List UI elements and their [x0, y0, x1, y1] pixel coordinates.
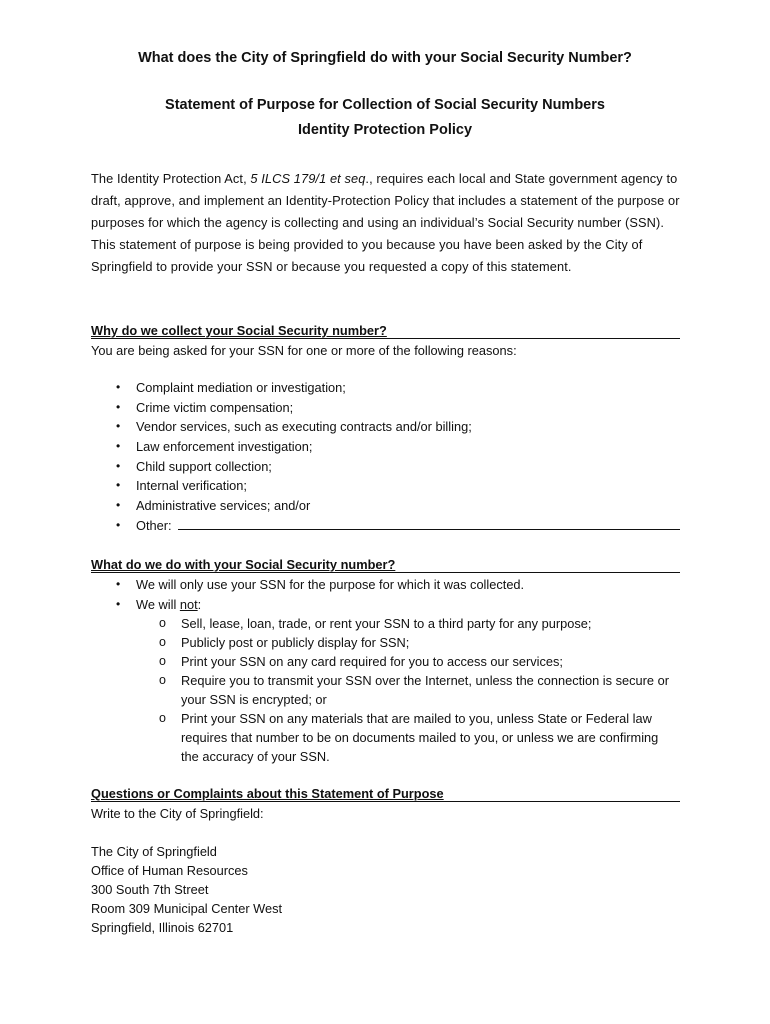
bullet-icon: •: [116, 399, 121, 414]
will-only-text: We will only use your SSN for the purpose for which it was collected.: [136, 577, 525, 592]
bullet-icon: •: [116, 596, 121, 611]
list-item: [136, 652, 671, 671]
bullet-icon: •: [116, 419, 121, 434]
intro-after-citation: ., requires each local and State government agency to draft, approve, and implement an Identity-Protection Policy that includes a statement of the purpose or purposes for which the agency is collecting and using an individual’s Social Security number (SSN). This statement of purpose is being provided to you because you have been asked by the City of Springfield to provide your SSN or because you requested a copy of this statement.: [91, 171, 680, 274]
address-line: Springfield, Illinois 62701: [91, 920, 234, 935]
bullet-icon: •: [116, 498, 121, 513]
policy-title: Identity Protection Policy: [297, 122, 473, 138]
document-title: What does the City of Springfield do with your Social Security Number?: [138, 50, 632, 66]
list-item: [136, 633, 671, 652]
section-heading-what-we-do-text: What do we do with your Social Security number?: [91, 557, 396, 572]
list-item: [136, 614, 671, 633]
circle-bullet-icon: o: [159, 654, 166, 668]
reason-text: Internal verification;: [136, 478, 247, 494]
address-line: The City of Springfield: [91, 844, 217, 859]
will-not-item-text: Require you to transmit your SSN over the Internet, unless the connection is secure or your SSN is encrypted; or: [181, 673, 669, 707]
list-item-other: [91, 516, 681, 536]
other-label: Other:: [136, 517, 172, 533]
circle-bullet-icon: o: [159, 711, 166, 725]
mailing-address: [91, 842, 282, 937]
section-heading-questions-text: Questions or Complaints about this Statement of Purpose: [91, 786, 444, 801]
will-not-suffix: :: [197, 596, 202, 612]
list-item: [91, 398, 681, 418]
reason-text: Complaint mediation or investigation;: [136, 380, 346, 395]
reason-text: Child support collection;: [136, 458, 272, 474]
bullet-icon: •: [116, 458, 121, 473]
will-not-item-text: Publicly post or publicly display for SSN;: [181, 635, 410, 650]
list-item: [91, 457, 681, 477]
bullet-icon: •: [116, 577, 121, 591]
bullet-icon: •: [116, 517, 121, 532]
section-heading-why-collect: [91, 323, 680, 339]
list-item: [91, 595, 681, 767]
section-heading-questions: [91, 786, 680, 802]
reason-text: Crime victim compensation;: [136, 399, 294, 415]
bullet-icon: •: [116, 478, 121, 493]
list-item: [91, 417, 681, 437]
reason-text: Administrative services; and/or: [136, 498, 311, 514]
list-item: [91, 476, 681, 496]
uses-list: [91, 575, 681, 766]
questions-lead: Write to the City of Springfield:: [91, 806, 264, 821]
bullet-icon: •: [116, 439, 121, 454]
statement-title: Statement of Purpose for Collection of Social Security Numbers: [165, 97, 605, 113]
reason-text: Vendor services, such as executing contracts and/or billing;: [136, 419, 472, 435]
intro-paragraph: [91, 168, 681, 278]
intro-citation: 5 ILCS 179/1 et seq: [250, 171, 366, 186]
list-item: [91, 575, 681, 595]
address-line: Room 309 Municipal Center West: [91, 901, 283, 916]
bullet-icon: •: [116, 380, 121, 394]
list-item: [136, 671, 671, 709]
list-item: [136, 709, 671, 766]
address-line: Office of Human Resources: [91, 863, 248, 878]
will-not-item-text: Sell, lease, loan, trade, or rent your SSN to a third party for any purpose;: [181, 616, 592, 631]
list-item: [91, 437, 681, 457]
list-item: [91, 496, 681, 516]
will-not-item-text: Print your SSN on any card required for you to access our services;: [181, 654, 563, 669]
section-heading-what-we-do: [91, 557, 680, 573]
section-heading-why-collect-text: Why do we collect your Social Security number?: [91, 323, 387, 338]
address-line: 300 South 7th Street: [91, 882, 209, 897]
circle-bullet-icon: o: [159, 616, 166, 630]
intro-before-citation: The Identity Protection Act,: [91, 171, 251, 186]
other-blank-line: [178, 516, 680, 530]
reason-text: Law enforcement investigation;: [136, 439, 313, 455]
circle-bullet-icon: o: [159, 673, 166, 687]
reasons-list: [91, 378, 681, 536]
circle-bullet-icon: o: [159, 635, 166, 649]
will-not-prefix: We will: [136, 596, 180, 612]
will-not-word: not: [179, 596, 198, 612]
will-not-list: [136, 614, 681, 766]
list-item: [91, 378, 681, 398]
will-not-item-text: Print your SSN on any materials that are mailed to you, unless State or Federal law requires that number to be on documents mailed to you, or unless we are confirming the accuracy of your SSN.: [181, 711, 659, 764]
reasons-lead: You are being asked for your SSN for one or more of the following reasons:: [91, 343, 517, 358]
